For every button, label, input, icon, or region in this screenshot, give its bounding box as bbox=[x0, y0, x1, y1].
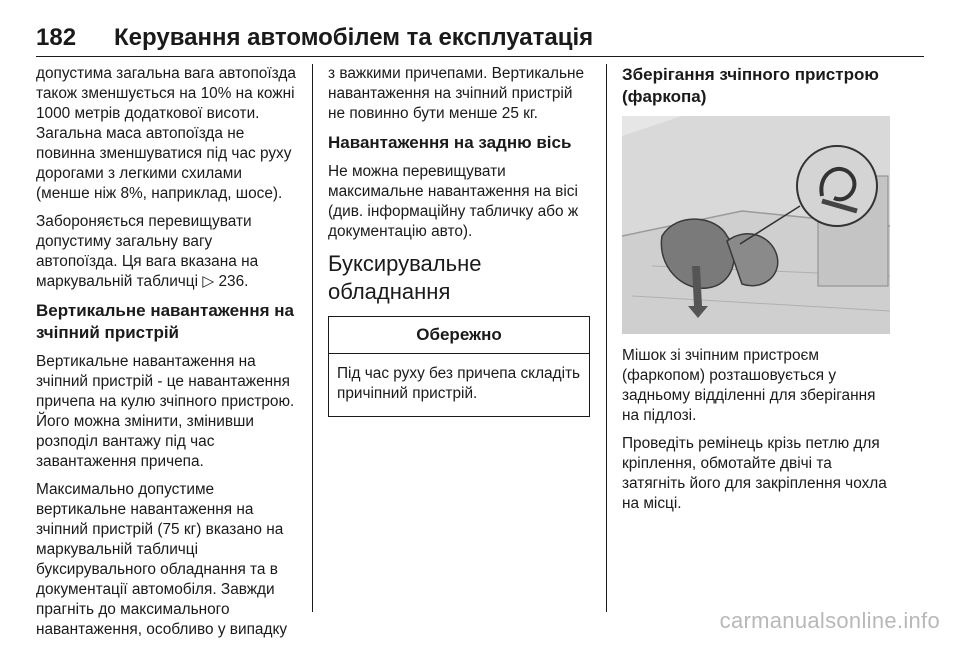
page-number: 182 bbox=[36, 24, 77, 51]
column-1 bbox=[36, 64, 298, 648]
column-3 bbox=[622, 64, 890, 522]
paragraph-heavy-trailers: з важкими причепами. Вертикальне навантаження на зчіпний пристрій не повинно бути менше 25 кг. bbox=[328, 65, 585, 122]
paragraph-bag-location: Мішок зі зчіпним пристроєм (фаркопом) розташовується у задньому відділенні для зберігання на підлозі. bbox=[622, 347, 876, 424]
caution-title: Обережно bbox=[329, 317, 589, 354]
towbar-storage-illustration bbox=[622, 116, 890, 334]
caution-text: Під час руху без причепа складіть причіпний пристрій. bbox=[337, 365, 581, 402]
page-title: Керування автомобілем та експлуатація bbox=[114, 24, 594, 51]
footer-watermark: carmanualsonline.info bbox=[719, 608, 940, 633]
heading-towbar-storage: Зберігання зчіпного пристрою (фаркопа) bbox=[622, 65, 879, 106]
heading-vertical-load: Вертикальне навантаження на зчіпний пристрій bbox=[36, 301, 294, 342]
heading-rear-axle-load: Навантаження на задню вісь bbox=[328, 133, 572, 152]
heading-towing-equipment: Буксирувальне обладнання bbox=[328, 251, 482, 304]
paragraph-max-vertical-load: Максимально допустиме вертикальне навантаження на зчіпний пристрій (75 кг) вказано на маркувальній табличці буксирувального обладнання та в документації автомобіля. Завжди прагніть до максимального навантаження, особливо у випадку bbox=[36, 481, 288, 638]
page-header bbox=[36, 20, 924, 56]
column-divider-1 bbox=[312, 64, 313, 612]
paragraph-gross-weight: Забороняється перевищувати допустиму загальну вагу автопоїзда. Ця вага вказана на маркувальній табличці ▷ 236. bbox=[36, 213, 259, 290]
paragraph-rear-axle-load: Не можна перевищувати максимальне навантаження на вісі (див. інформаційну табличку або ж документацію авто). bbox=[328, 163, 579, 240]
column-divider-2 bbox=[606, 64, 607, 612]
caution-box bbox=[328, 316, 590, 417]
page-reference[interactable]: 236 bbox=[218, 273, 245, 290]
column-2 bbox=[328, 64, 590, 417]
page-reference-icon: ▷ bbox=[202, 273, 215, 290]
header-rule bbox=[36, 56, 924, 57]
paragraph-strap-instructions: Проведіть ремінець крізь петлю для кріплення, обмотайте двічі та затягніть його для закріплення чохла на місці. bbox=[622, 435, 887, 512]
paragraph-vertical-load-def: Вертикальне навантаження на зчіпний пристрій - це навантаження причепа на кулю зчіпного пристрою. Його можна змінити, змінивши розподіл вантажу під час завантаження причепа. bbox=[36, 353, 295, 470]
paragraph-gradient-weight: допустима загальна вага автопоїзда також зменшується на 10% на кожні 1000 метрів додаткової висоти. Загальна маса автопоїзда не повинна зменшуватися під час руху дорогами з легкими схилами (менше ніж 8%, наприклад, шосе). bbox=[36, 65, 296, 202]
